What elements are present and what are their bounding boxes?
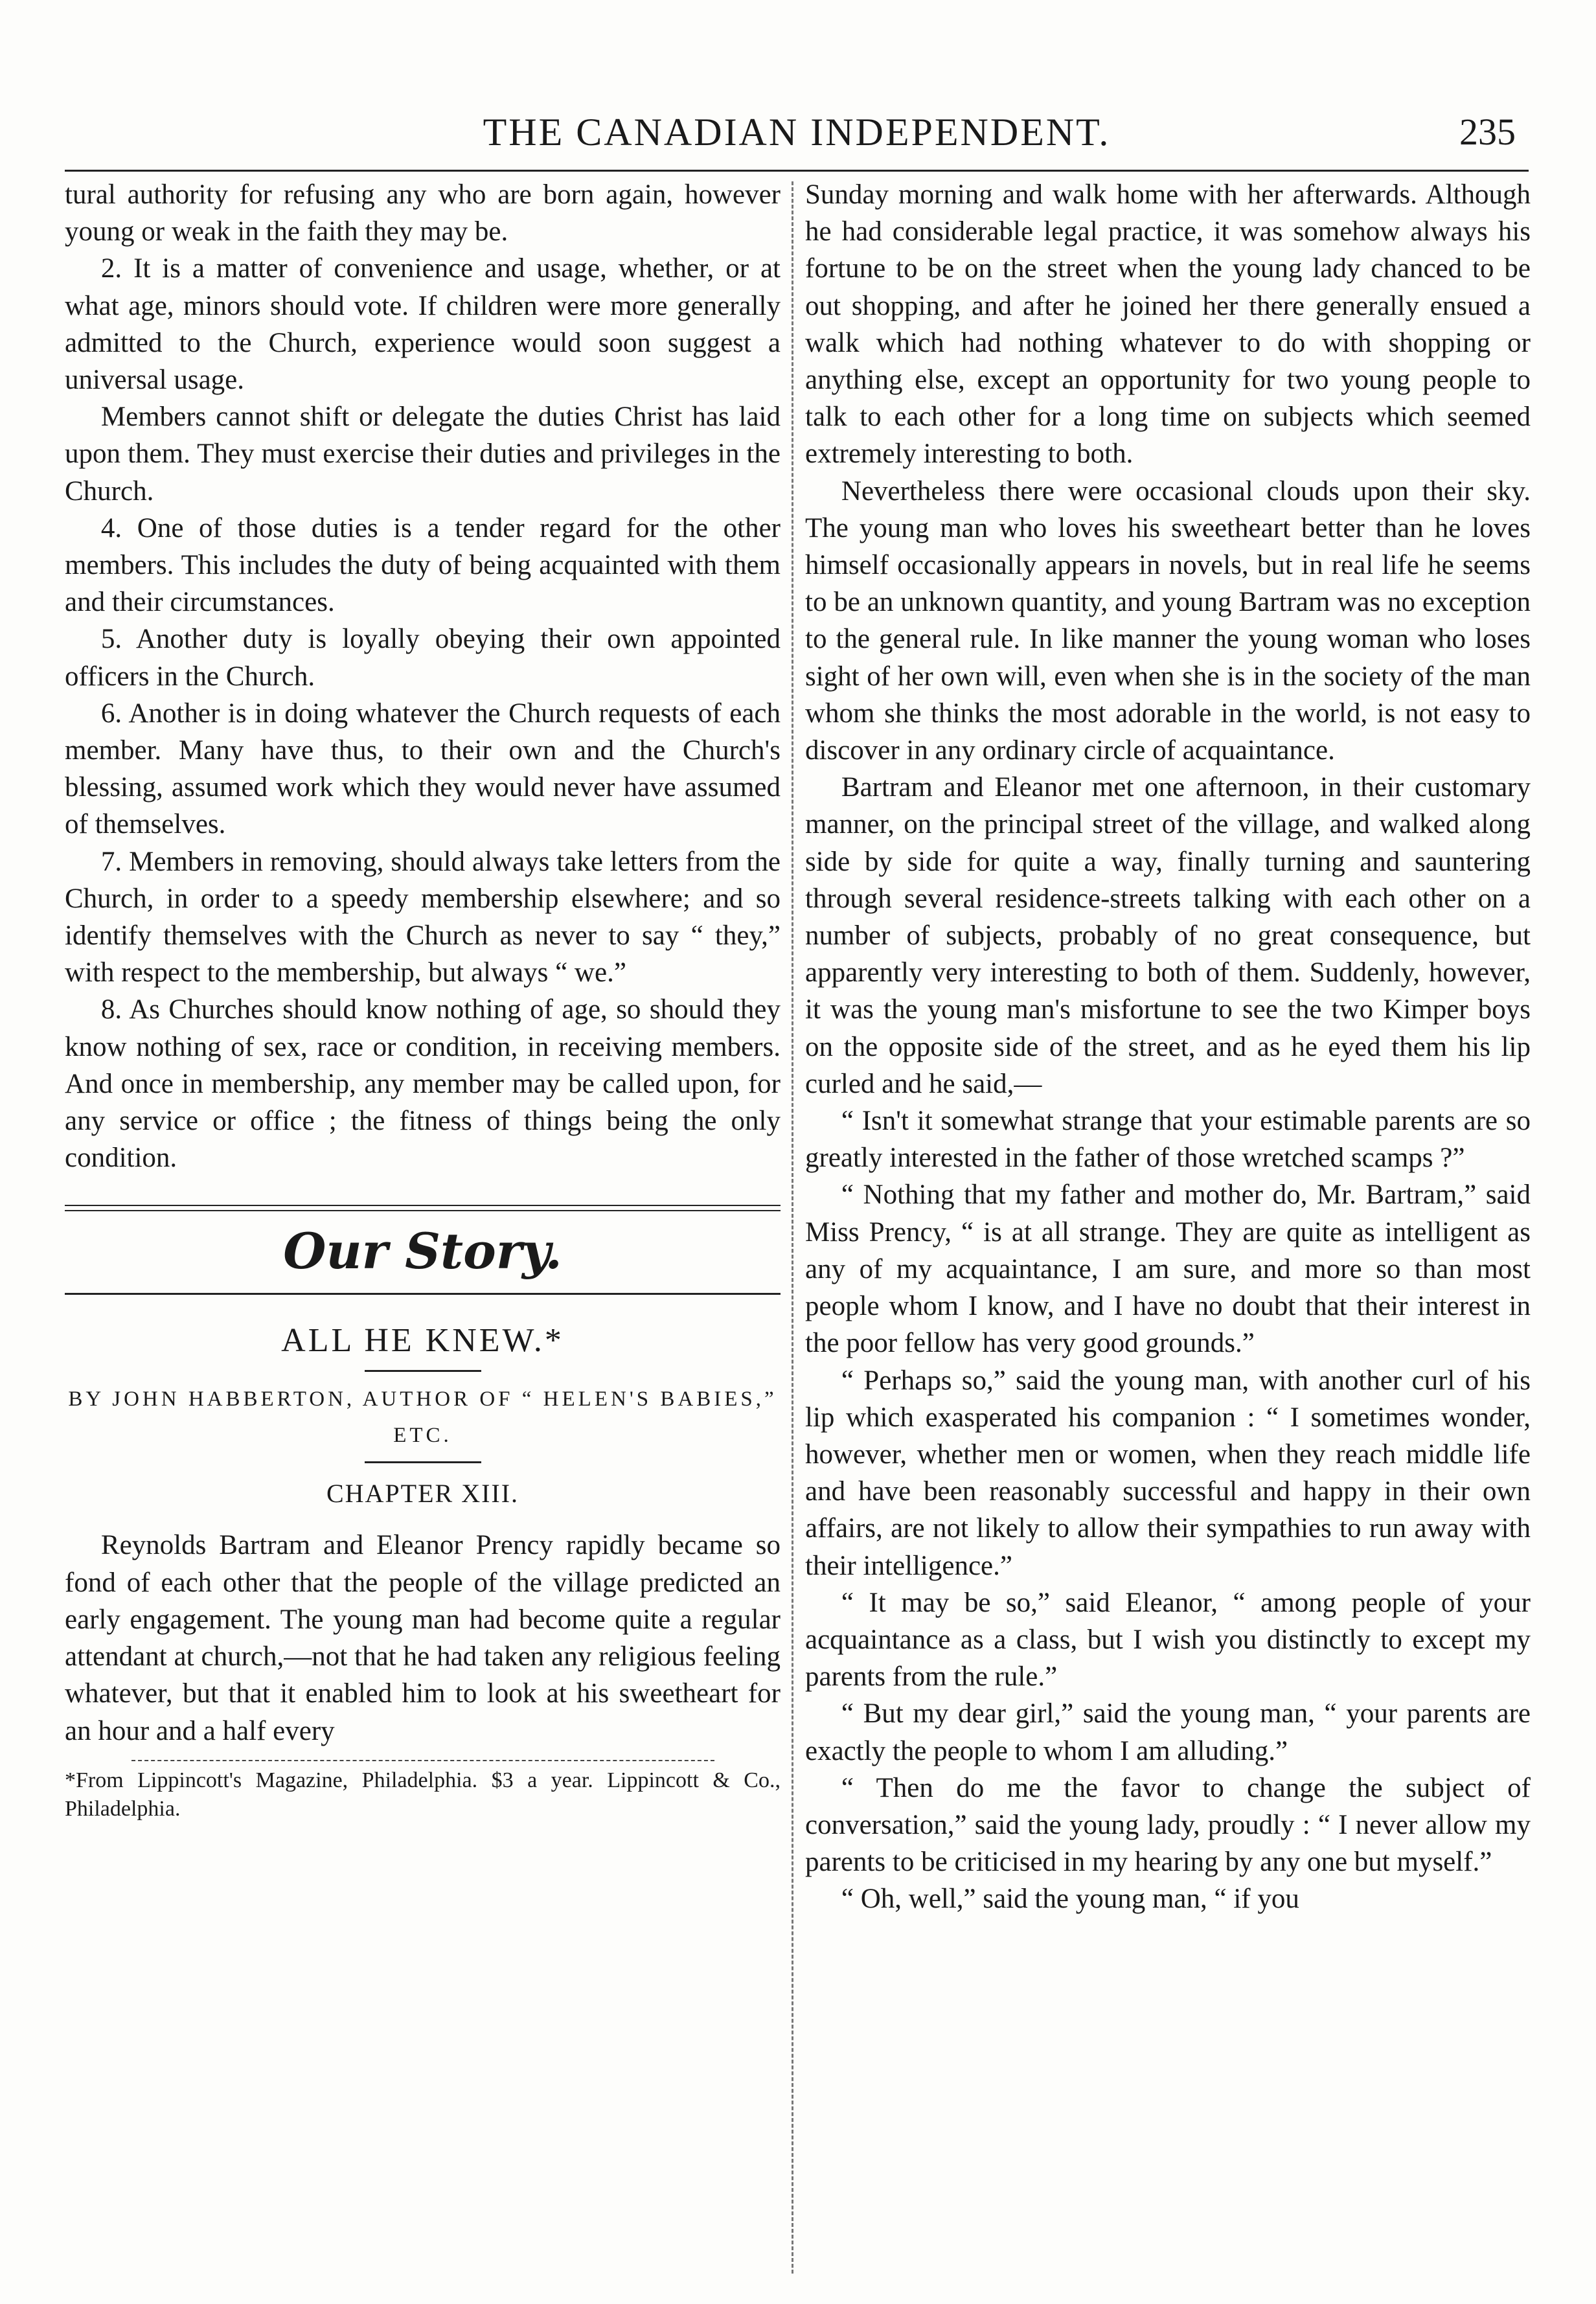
byline-rule xyxy=(365,1461,481,1463)
paragraph: Nevertheless there were occasional clouds upon their sky. The young man who loves his sweetheart better than he loves himself occasionally appears in novels, but in real life he seems to be an unknown quantity, and young Bartram was no exception to the general rule. In like manner the young woman who loses sight of her own will, even when she is in the society of the man whom she thinks the most adorable in the world, is not easy to discover in any ordinary circle of acquaintance. xyxy=(805,475,1531,766)
paragraph: “ Then do me the favor to change the subject of conversation,” said the young lady, proudly : “ I never allow my parents to be criticised in my hearing by any one but myself.” xyxy=(805,1772,1531,1878)
paragraph: “ Isn't it somewhat strange that your estimable parents are so greatly interested in the father of those wretched scamps ?” xyxy=(805,1106,1531,1174)
title-rule xyxy=(365,1370,481,1372)
chapter-heading: CHAPTER XIII. xyxy=(326,1479,519,1509)
section-divider xyxy=(65,1205,781,1211)
running-head: THE CANADIAN INDEPENDENT. xyxy=(483,111,1111,154)
paragraph: tural authority for refusing any who are born again, however young or weak in the faith they may be. xyxy=(65,179,781,247)
paragraph: “ Oh, well,” said the young man, “ if you xyxy=(841,1884,1299,1915)
right-column xyxy=(805,176,1531,1918)
header-rule xyxy=(65,170,1529,172)
section-rule xyxy=(65,1293,781,1295)
paragraph: 5. Another duty is loyally obeying their own appointed officers in the Church. xyxy=(65,624,781,692)
paragraph: 7. Members in removing, should always take letters from the Church, in order to a speedy membership elsewhere; and so identify themselves with the Church as never to say “ they,” with respect to the membership, but always “ we.” xyxy=(65,846,781,988)
page-header xyxy=(65,110,1529,162)
paragraph: “ Nothing that my father and mother do, Mr. Bartram,” said Miss Prency, “ is at all strange. They are quite as intelligent as any of my acquaintance, I am sure, and more so than most people whom I know, and I have no doubt that their interest in the poor fellow has very good grounds.” xyxy=(805,1180,1531,1359)
left-column xyxy=(65,176,781,1823)
paragraph: Members cannot shift or delegate the duties Christ has laid upon them. They must exercise their duties and privileges in the Church. xyxy=(65,402,781,507)
paragraph: Sunday morning and walk home with her afterwards. Although he had considerable legal practice, it was somehow always his fortune to be on the street when the young lady chanced to be out shopping, and after he joined her there generally ensued a walk which had nothing whatever to do with shopping or anything else, except an opportunity for two young people to talk to each other for a long time on subjects which seemed extremely interesting to both. xyxy=(805,179,1531,470)
paragraph: Bartram and Eleanor met one afternoon, in their customary manner, on the principal street of the village, and walked along side by side for quite a way, finally turning and sauntering through several residence-streets talking with each other on a number of subjects, probably of no great consequence, but apparently very interesting to both of them. Suddenly, however, it was the young man's misfortune to see the two Kimper boys on the opposite side of the street, and as he eyed them his lip curled and he said,— xyxy=(805,772,1531,1099)
page-number: 235 xyxy=(1459,111,1516,153)
footnote: *From Lippincott's Magazine, Philadelphia. $3 a year. Lippincott & Co., Philadelphia. xyxy=(65,1768,781,1821)
section-heading: Our Story. xyxy=(283,1222,562,1281)
paragraph: 4. One of those duties is a tender regard for the other members. This includes the duty of being acquainted with them and their circumstances. xyxy=(65,512,781,618)
paragraph: “ But my dear girl,” said the young man, “ your parents are exactly the people to whom I am alluding.” xyxy=(805,1698,1531,1766)
paragraph: 8. As Churches should know nothing of age, so should they know nothing of sex, race or condition, in receiving members. And once in membership, any member may be called upon, for any service or office ; the fitness of things being the only condition. xyxy=(65,994,781,1174)
story-paragraph: Reynolds Bartram and Eleanor Prency rapidly became so fond of each other that the people of the village predicted an early engagement. The young man had become quite a regular attendant at church,—not that he had taken any religious feeling whatever, but that it enabled him to look at his sweetheart for an hour and a half every xyxy=(65,1530,781,1746)
footnote-rule xyxy=(131,1760,714,1761)
story-title: ALL HE KNEW.* xyxy=(281,1322,564,1360)
column-divider xyxy=(792,181,793,2274)
paragraph: 6. Another is in doing whatever the Church requests of each member. Many have thus, to their own and the Church's blessing, assumed work which they would never have assumed of themselves. xyxy=(65,698,781,840)
paragraph: “ It may be so,” said Eleanor, “ among people of your acquaintance as a class, but I wish you distinctly to except my parents from the rule.” xyxy=(805,1587,1531,1693)
paragraph: 2. It is a matter of convenience and usage, whether, or at what age, minors should vote. If children were more generally admitted to the Church, experience would soon suggest a universal usage. xyxy=(65,253,781,396)
paragraph: “ Perhaps so,” said the young man, with another curl of his lip which exasperated his companion : “ I sometimes wonder, however, whether men or women, when they reach middle life and have been reasonably successful and happy in their own affairs, are not likely to allow their sympathies to run away with their intelligence.” xyxy=(805,1365,1531,1581)
byline: BY JOHN HABBERTON, AUTHOR OF “ HELEN'S BABIES,” ETC. xyxy=(68,1387,777,1448)
